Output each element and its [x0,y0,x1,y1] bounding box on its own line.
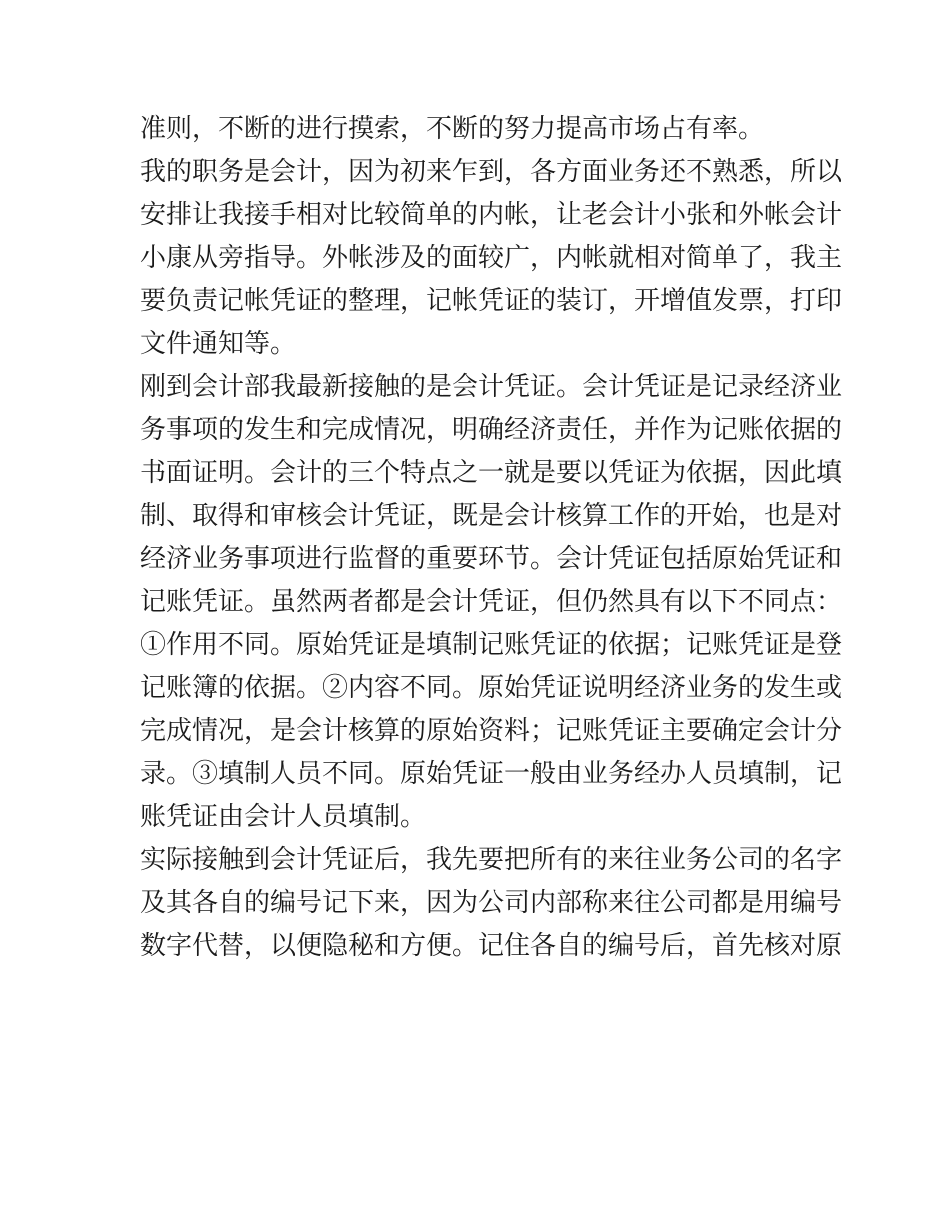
text-line: 经济业务事项进行监督的重要环节。会计凭证包括原始凭证和 [140,544,843,574]
text-line: 记账凭证。虽然两者都是会计凭证，但仍然具有以下不同点： [140,587,843,617]
text-line: 我的职务是会计，因为初来乍到，各方面业务还不熟悉，所以 [140,157,843,187]
text-line: 记账簿的依据。②内容不同。原始凭证说明经济业务的发生或 [140,673,843,703]
text-line: 要负责记帐凭证的整理，记帐凭证的装订，开增值发票，打印 [140,286,843,316]
text-line: 小康从旁指导。外帐涉及的面较广，内帐就相对简单了，我主 [140,243,843,273]
body-text [140,108,843,968]
text-line: 务事项的发生和完成情况，明确经济责任，并作为记账依据的 [140,415,843,445]
text-line: 录。③填制人员不同。原始凭证一般由业务经办人员填制，记 [140,759,843,789]
text-line: 完成情况，是会计核算的原始资料；记账凭证主要确定会计分 [140,716,843,746]
text-line: 刚到会计部我最新接触的是会计凭证。会计凭证是记录经济业 [140,372,843,402]
text-line: 书面证明。会计的三个特点之一就是要以凭证为依据，因此填 [140,458,843,488]
text-line: 数字代替，以便隐秘和方便。记住各自的编号后，首先核对原 [140,931,843,961]
text-line: ①作用不同。原始凭证是填制记账凭证的依据；记账凭证是登 [140,630,843,660]
text-line: 准则，不断的进行摸索，不断的努力提高市场占有率。 [140,114,765,144]
text-line: 及其各自的编号记下来，因为公司内部称来往公司都是用编号 [140,888,843,918]
text-line: 账凭证由会计人员填制。 [140,802,427,832]
text-line: 文件通知等。 [140,329,297,359]
text-line: 安排让我接手相对比较简单的内帐，让老会计小张和外帐会计 [140,200,843,230]
text-line: 实际接触到会计凭证后，我先要把所有的来往业务公司的名字 [140,845,843,875]
text-line: 制、取得和审核会计凭证，既是会计核算工作的开始，也是对 [140,501,843,531]
